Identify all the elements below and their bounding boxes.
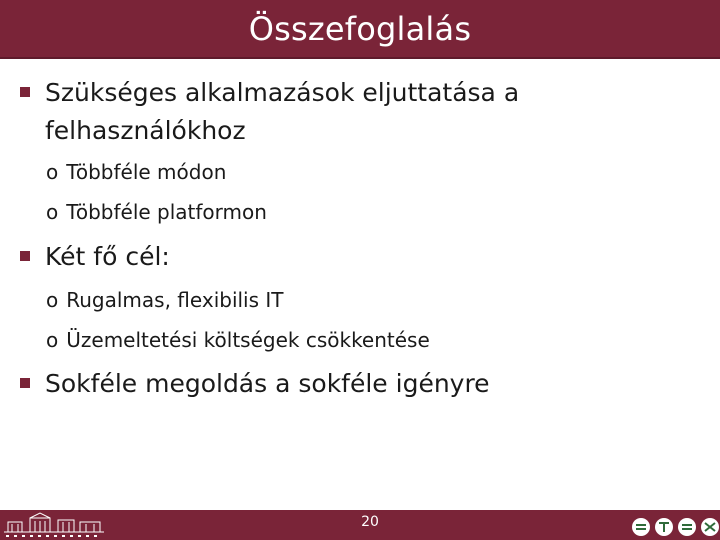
page-number: 20 [361,514,379,530]
square-bullet-icon [20,251,30,261]
bullet-text: Szükséges alkalmazások eljuttatása a felhasználókhoz [45,78,520,145]
university-faculty-logos-icon [630,516,720,538]
bullet-text: Sokféle megoldás a sokféle igényre [45,369,490,398]
sub-bullet-item [46,326,430,354]
sub-bullet-text: Többféle módon [66,160,227,184]
circle-bullet-icon: o [46,160,59,184]
circle-bullet-icon: o [46,328,59,352]
sub-bullet-text: Többféle platformon [66,200,267,224]
university-building-logo-icon [0,510,108,540]
bullet-item [20,74,645,150]
sub-bullet-item [46,198,267,226]
footer-bar [0,510,720,540]
sub-bullet-item [46,286,284,314]
circle-bullet-icon: o [46,288,59,312]
bullet-item [20,365,645,403]
sub-bullet-text: Rugalmas, flexibilis IT [66,288,284,312]
circle-bullet-icon: o [46,200,59,224]
square-bullet-icon [20,378,30,388]
sub-bullet-item [46,158,226,186]
square-bullet-icon [20,87,30,97]
bullet-item [20,238,645,276]
slide-title: Összefoglalás [248,9,472,48]
sub-bullet-text: Üzemeltetési költségek csökkentése [66,328,430,352]
bullet-text: Két fő cél: [45,242,170,271]
